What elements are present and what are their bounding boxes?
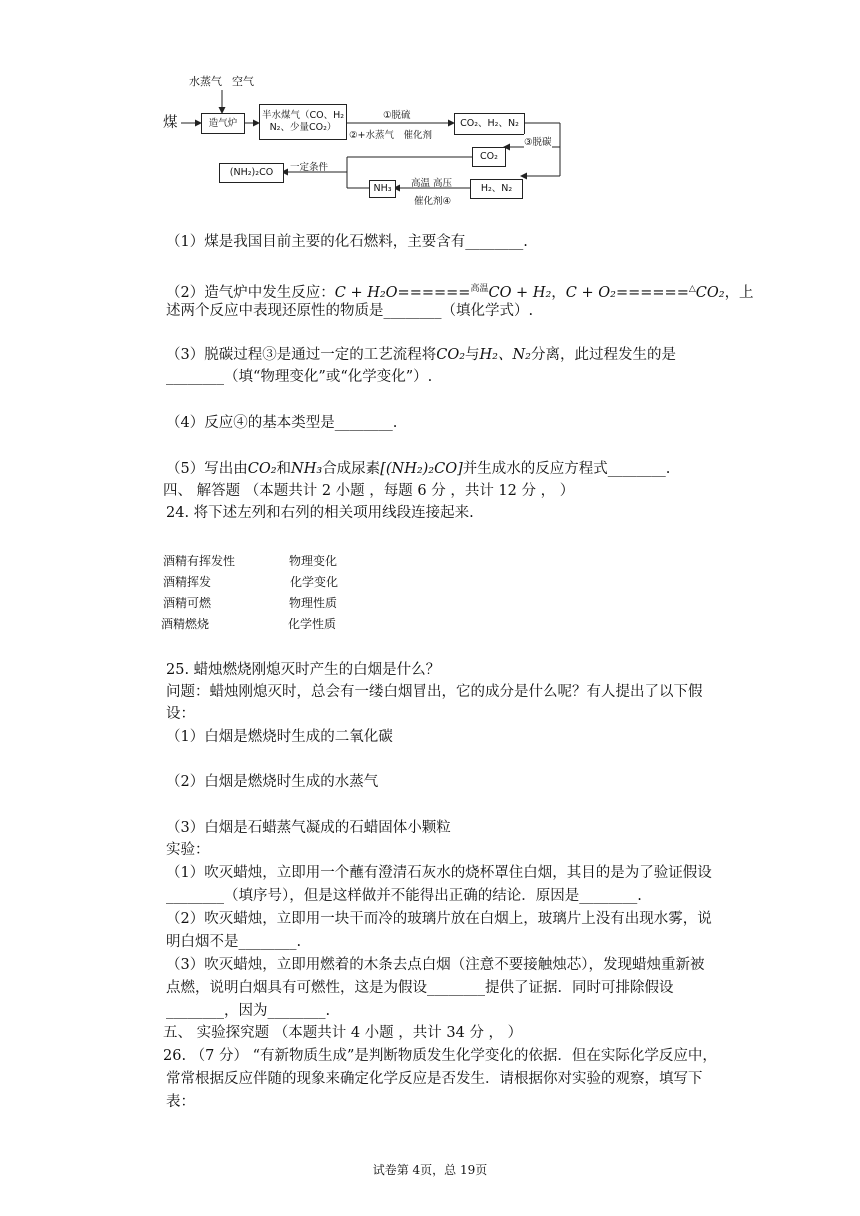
- step2-label: ②+水蒸气 催化剂: [349, 130, 432, 141]
- q2-products-2: CO₂: [695, 284, 725, 301]
- coal-label: 煤: [163, 115, 178, 131]
- experiment-label: 实验：: [166, 842, 210, 858]
- co2-box: [472, 147, 506, 167]
- right-item-4: 化学性质: [288, 617, 337, 631]
- h2-n2-box: [470, 179, 523, 199]
- experiment-3-line3: ________，因为________.: [166, 1003, 331, 1019]
- h2-n2-label: H₂、N₂: [480, 183, 513, 194]
- page-footer: 试卷第 4页，总 19页: [372, 1163, 488, 1177]
- q2-separator: ，: [551, 284, 566, 301]
- q2-equation-2: C + O₂======: [565, 284, 689, 301]
- q5-urea: [(NH₂)₂CO]: [380, 461, 463, 477]
- step4-condition: 高温 高压: [411, 178, 453, 189]
- q5-nh3: NH₃: [291, 461, 323, 477]
- section-4-header: 四、 解答题 （本题共计 2 小题 ，每题 6 分 ，共计 12 分 ， ）: [163, 483, 575, 499]
- nh3-label: NH₃: [373, 183, 392, 194]
- question-3-line2: ________（填“物理变化”或“化学变化”）.: [166, 369, 433, 385]
- semi-water-gas-box: [259, 104, 347, 140]
- section-5-header: 五、 实验探究题 （本题共计 4 小题 ，共计 34 分 ， ）: [163, 1025, 523, 1041]
- experiment-1-line2: ________（填序号），但是这样做并不能得出正确的结论．原因是________.: [166, 888, 642, 904]
- mix-gas-box: [454, 113, 525, 135]
- q25-problem-line1: 问题：蜡烛刚熄灭时，总会有一缕白烟冒出，它的成分是什么呢？有人提出了以下假: [166, 684, 703, 700]
- air-label: 空气: [232, 75, 254, 88]
- urea-label: (NH₂)₂CO: [229, 167, 274, 178]
- q5-text-a: （5）写出由: [166, 461, 248, 477]
- right-item-2: 化学变化: [290, 575, 339, 589]
- gasifier-box: [201, 113, 245, 134]
- q5-text-c: 和: [276, 461, 292, 477]
- experiment-1-line1: （1）吹灭蜡烛，立即用一个蘸有澄清石灰水的烧杯罩住白烟，其目的是为了验证假设: [166, 865, 712, 881]
- left-item-2: 酒精挥发: [163, 575, 212, 589]
- question-5: [166, 459, 670, 479]
- experiment-3-line1: （3）吹灭蜡烛，立即用燃着的木条去点白烟（注意不要接触烛芯），发现蜡烛重新被: [166, 957, 705, 973]
- hypothesis-3: （3）白烟是石蜡蒸气凝成的石蜡固体小颗粒: [166, 820, 451, 836]
- question-1: （1）煤是我国目前主要的化石燃料，主要含有________.: [166, 234, 528, 250]
- question-3-line1: [166, 345, 676, 365]
- right-item-1: 物理变化: [289, 554, 338, 568]
- urea-box: [219, 163, 284, 183]
- mix-gas-label: CO₂、H₂、N₂: [460, 118, 519, 129]
- experiment-3-line2: 点燃，说明白烟具有可燃性，这是为假设________提供了证据．同时可排除假设: [166, 980, 674, 996]
- experiment-2-line1: （2）吹灭蜡烛，立即用一块干而冷的玻璃片放在白烟上，玻璃片上没有出现水雾，说: [166, 911, 712, 927]
- left-item-3: 酒精可燃: [163, 596, 212, 610]
- step1-label: ①脱硫: [383, 110, 411, 121]
- q3-text-c: 与: [465, 347, 480, 363]
- q2-prefix: （2）造气炉中发生反应：: [166, 284, 335, 301]
- question-26-line3: 表：: [166, 1094, 195, 1110]
- steam-label: 水蒸气: [189, 75, 222, 88]
- question-26-line2: 常常根据反应伴随的现象来确定化学反应是否发生．请根据你对实验的观察，填写下: [166, 1071, 703, 1087]
- nh3-box: [369, 180, 396, 198]
- q3-text-e: 分离，此过程发生的是: [531, 347, 676, 363]
- q3-co2: CO₂: [436, 347, 466, 363]
- step4-catalyst: 催化剂④: [414, 196, 452, 207]
- question-4: （4）反应④的基本类型是________.: [166, 415, 398, 431]
- semi-water-gas-line2: N₂、少量CO₂）: [269, 122, 337, 133]
- urea-condition: 一定条件: [290, 162, 329, 173]
- question-26-line1: 26. （7 分） “有新物质生成”是判断物质发生化学变化的依据．但在实际化学反应中，: [163, 1048, 717, 1064]
- hypothesis-1: （1）白烟是燃烧时生成的二氧化碳: [166, 729, 393, 745]
- q3-text-a: （3）脱碳过程③是通过一定的工艺流程将: [166, 347, 437, 363]
- hypothesis-2: （2）白烟是燃烧时生成的水蒸气: [166, 774, 379, 790]
- q2-products-1: CO + H₂: [488, 284, 552, 301]
- q5-text-g: 并生成水的反应方程式________.: [462, 461, 671, 477]
- left-item-4: 酒精燃烧: [161, 617, 210, 631]
- q2-condition-1: 高温: [470, 284, 489, 294]
- experiment-2-line2: 明白烟不是________.: [166, 934, 302, 950]
- question-25-title: 25. 蜡烛燃烧刚熄灭时产生的白烟是什么？: [166, 662, 441, 678]
- step3-label: ③脱碳: [524, 134, 552, 148]
- q2-suffix: ，上: [724, 284, 754, 301]
- question-2-line1: [166, 279, 754, 303]
- question-24: 24. 将下述左列和右列的相关项用线段连接起来.: [166, 505, 474, 521]
- semi-water-gas-line1: 半水煤气（CO、H₂: [261, 110, 345, 121]
- q25-problem-line2: 设：: [166, 706, 195, 722]
- right-item-3: 物理性质: [289, 596, 338, 610]
- q3-h2-n2: H₂、N₂: [479, 347, 531, 363]
- q5-co2: CO₂: [247, 461, 277, 477]
- question-2-line2: 述两个反应中表现还原性的物质是________（填化学式）.: [166, 303, 534, 319]
- q5-text-e: 合成尿素: [322, 461, 381, 477]
- q2-equation-1: C + H₂O======: [334, 284, 471, 301]
- left-item-1: 酒精有挥发性: [163, 554, 236, 568]
- q2-condition-2: △: [688, 284, 696, 294]
- co2-label: CO₂: [480, 151, 498, 162]
- gasifier-label: 造气炉: [208, 117, 238, 129]
